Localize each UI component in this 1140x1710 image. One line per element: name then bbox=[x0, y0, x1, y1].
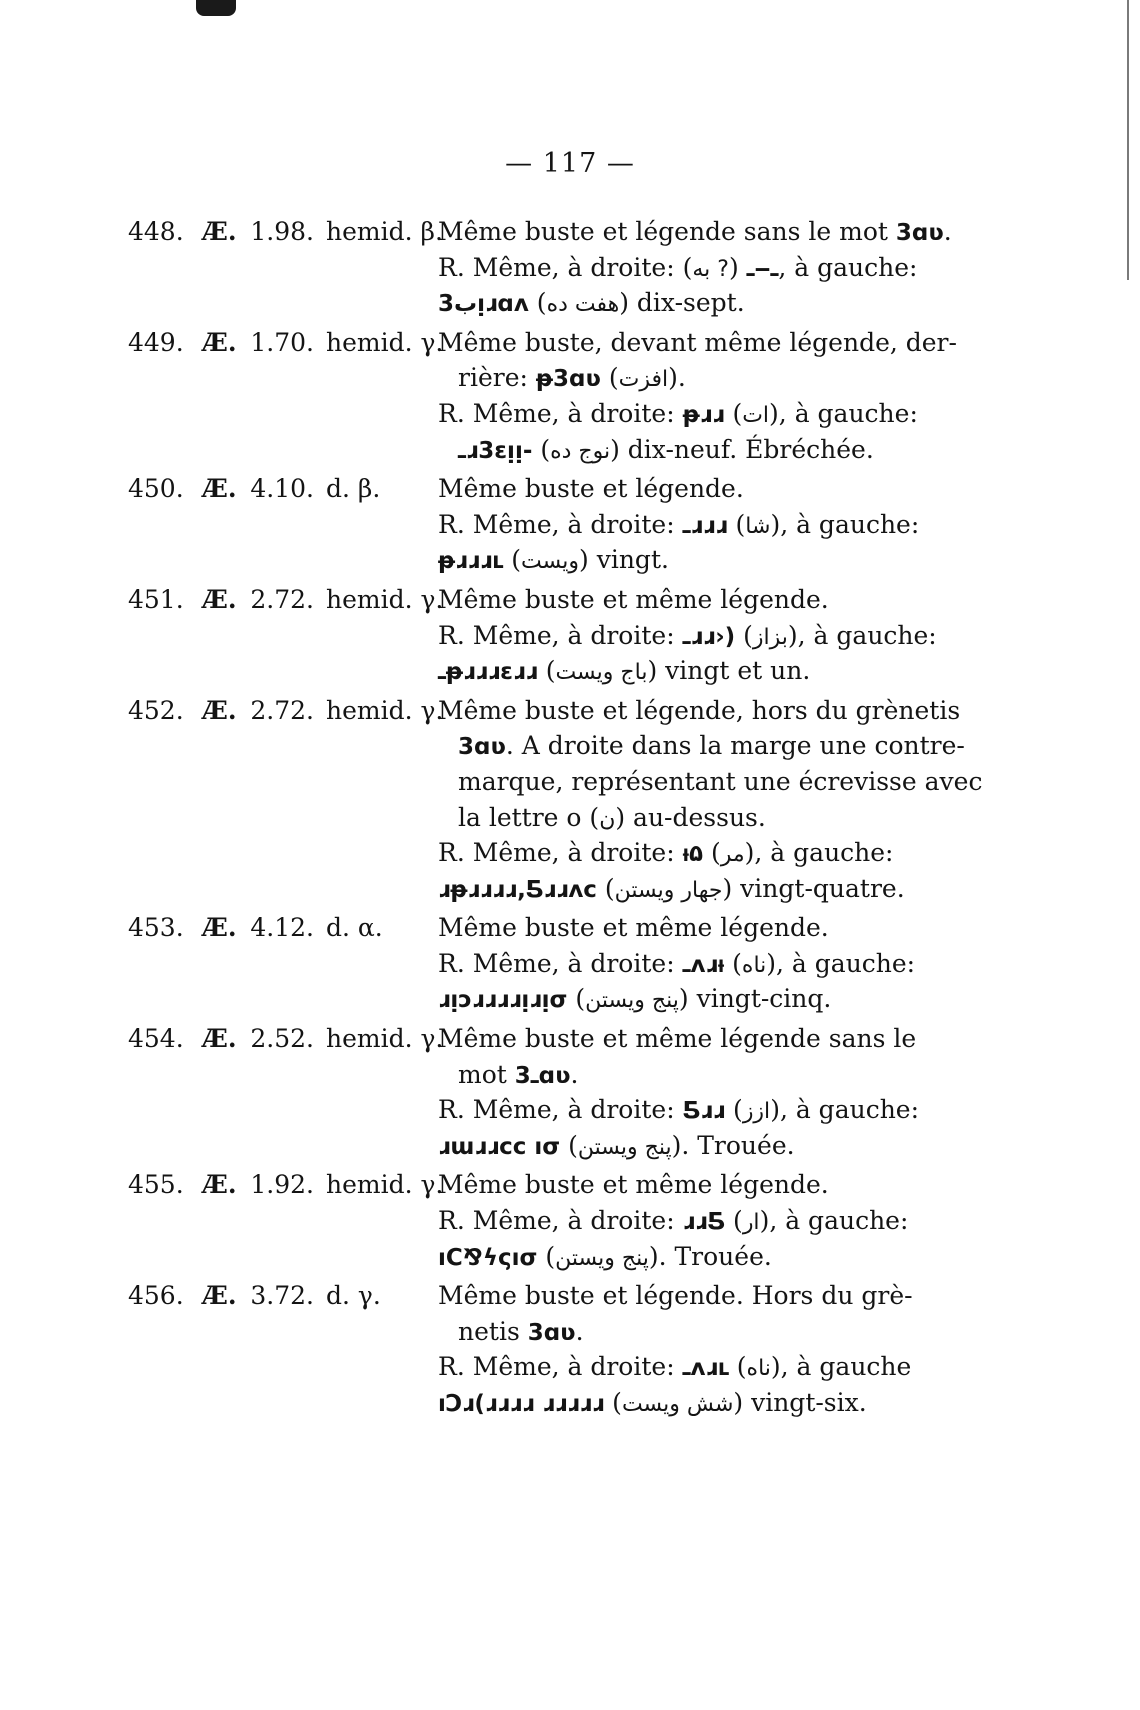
text-run: ), à gauche: bbox=[682, 252, 918, 282]
coin-weight: 2.72. bbox=[250, 695, 314, 725]
entry-continuation bbox=[438, 250, 928, 288]
entry-continuation bbox=[438, 396, 928, 434]
metal-symbol: Æ. bbox=[202, 474, 237, 504]
entry-description bbox=[438, 1021, 928, 1057]
entry-description bbox=[438, 1278, 928, 1314]
pahlavi-legend: ـɹ3ɛᴉᴉ- bbox=[458, 437, 533, 464]
text-run: Même buste et légende. Hors du grè- bbox=[438, 1281, 913, 1311]
entry-continuation bbox=[438, 1092, 928, 1130]
pahlavi-legend: ɹᴉɔɹɹɹɹᴉɹᴉσ bbox=[438, 987, 568, 1014]
entry-number: 448. bbox=[128, 217, 184, 246]
pahlavi-legend: ɹɹƼ bbox=[682, 1209, 726, 1236]
metal-symbol: Æ. bbox=[202, 1170, 237, 1200]
text-run: Même buste et même légende sans le bbox=[438, 1024, 917, 1054]
coin-entry bbox=[128, 582, 937, 689]
text-run: ( bbox=[537, 1241, 556, 1271]
coin-entry bbox=[128, 1021, 928, 1163]
entry-line bbox=[128, 800, 928, 836]
coin-weight: 2.72. bbox=[250, 584, 314, 614]
text-run: ( bbox=[728, 252, 747, 282]
coin-type: d. γ. bbox=[326, 1281, 381, 1311]
persian-transcription: شا bbox=[745, 513, 771, 539]
entry-continuation bbox=[438, 1128, 928, 1166]
entry-continuation bbox=[438, 1349, 928, 1387]
coin-weight: 4.10. bbox=[250, 474, 314, 504]
coin-entry bbox=[128, 471, 928, 578]
entry-continuation bbox=[458, 432, 928, 470]
text-run: ). Trouée. bbox=[648, 1241, 772, 1271]
entry-description bbox=[438, 1167, 928, 1203]
entry-line bbox=[128, 582, 928, 618]
text-run: ( bbox=[600, 363, 619, 393]
metal-symbol: Æ. bbox=[202, 1024, 237, 1054]
coin-weight: 2.52. bbox=[250, 1024, 314, 1054]
text-run: ), à gauche: bbox=[770, 1095, 920, 1125]
text-run: la lettre o ( bbox=[458, 802, 600, 832]
text-run: Même buste et même légende. bbox=[438, 1170, 829, 1200]
text-run: . A droite dans la marge une contre- bbox=[505, 731, 965, 761]
persian-transcription: ن bbox=[599, 806, 616, 832]
text-run: ). Trouée. bbox=[671, 1130, 795, 1160]
pahlavi-legend: ـ3ɑʋ bbox=[514, 1062, 571, 1089]
metal-symbol: Æ. bbox=[202, 584, 237, 614]
text-run: ( bbox=[727, 509, 746, 539]
text-run: ), à gauche: bbox=[770, 509, 920, 539]
pahlavi-legend: ᵼ۵ bbox=[682, 841, 704, 868]
persian-transcription: نوج ده bbox=[550, 438, 611, 464]
page-edge-line bbox=[1127, 0, 1129, 280]
text-run: ), à gauche: bbox=[759, 1206, 909, 1236]
entry-line bbox=[128, 542, 928, 578]
pahlavi-legend: ب3ᴉɹɑᴧ bbox=[438, 291, 529, 318]
entry-line bbox=[128, 1278, 928, 1314]
entry-continuation bbox=[438, 1203, 928, 1241]
coin-weight: 1.70. bbox=[250, 327, 314, 357]
page-number: — 117 — bbox=[505, 148, 635, 179]
persian-transcription: پنج ويستن bbox=[585, 988, 679, 1014]
entry-line bbox=[128, 1128, 928, 1164]
entry-number: 454. bbox=[128, 1024, 184, 1054]
pahlavi-legend: ـ‒ـ bbox=[746, 255, 779, 282]
entry-line bbox=[128, 285, 928, 321]
persian-transcription: ناه bbox=[741, 952, 767, 978]
text-run: rière: bbox=[458, 363, 536, 393]
persian-transcription: مر bbox=[720, 842, 745, 868]
text-run: . bbox=[570, 1059, 579, 1089]
text-run: R. Même, à droite: bbox=[438, 620, 683, 650]
entry-line bbox=[128, 1167, 928, 1203]
persian-transcription: شش ويست bbox=[621, 1392, 734, 1417]
metal-symbol: Æ. bbox=[202, 695, 237, 725]
text-run: ( bbox=[503, 545, 522, 575]
text-run: Même buste, devant même légende, der- bbox=[438, 327, 957, 357]
coin-entry bbox=[128, 325, 957, 467]
entry-line bbox=[128, 1239, 928, 1275]
coin-type: hemid. β. bbox=[326, 217, 443, 246]
pahlavi-legend: 3ɑʋ bbox=[895, 220, 944, 246]
entry-line bbox=[128, 764, 983, 800]
metal-symbol: Æ. bbox=[202, 1281, 237, 1311]
pahlavi-legend: ـᵽɹɹɹɛɹɹ bbox=[438, 659, 538, 686]
text-run: mot bbox=[458, 1059, 515, 1089]
entry-continuation bbox=[438, 981, 928, 1019]
entry-continuation bbox=[458, 728, 965, 766]
entry-continuation bbox=[458, 764, 983, 800]
coin-type: hemid. γ. bbox=[326, 1024, 444, 1054]
entry-line bbox=[128, 1385, 928, 1421]
pahlavi-legend: ـɹɹɹ bbox=[682, 512, 728, 539]
entry-continuation bbox=[438, 946, 928, 984]
coin-type: d. α. bbox=[326, 913, 383, 943]
text-run: ) vingt. bbox=[579, 545, 669, 575]
entry-description bbox=[438, 582, 928, 618]
persian-transcription: ? به bbox=[692, 256, 729, 282]
text-run: ( bbox=[532, 434, 551, 464]
text-run: ), à gauche bbox=[770, 1352, 912, 1382]
entry-number: 451. bbox=[128, 584, 184, 614]
persian-transcription: هفت ده bbox=[546, 292, 620, 318]
text-run: ) vingt-quatre. bbox=[722, 873, 905, 903]
text-run: ( bbox=[728, 1352, 747, 1382]
entry-number: 449. bbox=[128, 327, 184, 357]
pahlavi-legend: 3ɑʋ bbox=[458, 734, 506, 761]
entry-continuation bbox=[458, 800, 928, 838]
text-run: ), à gauche: bbox=[766, 948, 916, 978]
entry-line bbox=[128, 981, 928, 1017]
persian-transcription: ار bbox=[742, 1210, 760, 1236]
text-run: ) au-dessus. bbox=[615, 802, 766, 832]
persian-transcription: باج ويست bbox=[555, 660, 648, 686]
coin-type: hemid. γ. bbox=[326, 1170, 444, 1200]
text-run: R. Même, à droite: bbox=[438, 948, 683, 978]
pahlavi-legend: ɹᵽɹɹɹɹ,Ƽɹɹᴧc bbox=[438, 876, 597, 903]
text-run: ( bbox=[596, 873, 615, 903]
text-run: ) vingt-six. bbox=[733, 1388, 867, 1417]
entry-line bbox=[128, 1092, 928, 1128]
text-run: R. Même, à droite: bbox=[438, 838, 683, 868]
entry-continuation bbox=[458, 360, 928, 398]
entry-continuation bbox=[438, 285, 928, 323]
coin-entry bbox=[128, 1167, 928, 1274]
text-run: . bbox=[943, 217, 952, 246]
text-run: ( bbox=[604, 1388, 622, 1417]
text-run: ). bbox=[668, 363, 686, 393]
text-run: ( bbox=[735, 620, 753, 650]
catalog-entries bbox=[128, 214, 983, 1425]
text-run: Même buste et légende, hors du grènetis bbox=[438, 695, 961, 725]
entry-number: 453. bbox=[128, 913, 184, 943]
pahlavi-legend: Ƽɹɹ bbox=[682, 1098, 726, 1125]
coin-weight: 1.98. bbox=[250, 217, 314, 246]
entry-line bbox=[128, 1314, 928, 1350]
entry-continuation bbox=[438, 618, 937, 656]
text-run: Même buste et même légende. bbox=[438, 584, 829, 614]
entry-line bbox=[128, 1203, 928, 1239]
metal-symbol: Æ. bbox=[202, 913, 237, 943]
entry-number: 452. bbox=[128, 695, 184, 725]
entry-line bbox=[128, 653, 928, 689]
entry-description bbox=[438, 325, 957, 361]
entry-continuation bbox=[458, 1057, 928, 1095]
entry-number: 455. bbox=[128, 1170, 184, 1200]
entry-continuation bbox=[458, 1314, 928, 1352]
persian-transcription: افزت bbox=[618, 367, 669, 393]
pahlavi-legend: ıϹ⅋ϟςıσ bbox=[438, 1244, 538, 1271]
entry-continuation bbox=[438, 1385, 928, 1423]
entry-line bbox=[128, 728, 965, 764]
pahlavi-legend: ᵽɹɹ bbox=[682, 401, 725, 428]
entry-number: 456. bbox=[128, 1281, 184, 1311]
text-run: ( bbox=[528, 288, 547, 318]
pahlavi-legend: ᵽ3ɑʋ bbox=[535, 366, 601, 393]
text-run: R. Même, à droite: bbox=[438, 1352, 683, 1382]
text-run: ( bbox=[724, 948, 742, 978]
ink-smudge bbox=[196, 0, 236, 16]
entry-line bbox=[128, 214, 952, 250]
pahlavi-legend: ᵽɹɹɹւ bbox=[438, 548, 504, 575]
text-run: Même buste et légende. bbox=[438, 474, 744, 504]
entry-line bbox=[128, 360, 928, 396]
persian-transcription: پنج ويستن bbox=[555, 1245, 649, 1271]
entry-line bbox=[128, 1349, 928, 1385]
coin-weight: 3.72. bbox=[250, 1281, 314, 1311]
text-run: Même buste et même légende. bbox=[438, 913, 829, 943]
entry-description bbox=[438, 214, 952, 252]
persian-transcription: ويست bbox=[521, 549, 580, 575]
persian-transcription: جهار ويستن bbox=[614, 877, 723, 903]
coin-entry bbox=[128, 910, 928, 1017]
entry-continuation bbox=[438, 1239, 928, 1277]
text-run: ( bbox=[725, 1206, 743, 1236]
coin-entry bbox=[128, 1278, 928, 1420]
entry-description bbox=[438, 910, 928, 946]
entry-line bbox=[128, 910, 928, 946]
entry-line bbox=[128, 396, 928, 432]
entry-line bbox=[128, 871, 928, 907]
text-run: Même buste et légende sans le mot bbox=[438, 217, 896, 246]
text-run: ) dix-neuf. Ébréchée. bbox=[610, 434, 874, 464]
persian-transcription: بزاز bbox=[752, 624, 788, 650]
entry-line bbox=[128, 250, 928, 286]
text-run: . bbox=[575, 1316, 584, 1346]
persian-transcription: ات bbox=[742, 402, 770, 428]
coin-type: hemid. γ. bbox=[326, 584, 444, 614]
entry-line bbox=[128, 432, 928, 468]
entry-line bbox=[128, 693, 961, 729]
metal-symbol: Æ. bbox=[202, 217, 237, 246]
coin-entry bbox=[128, 214, 952, 321]
coin-weight: 1.92. bbox=[250, 1170, 314, 1200]
pahlavi-legend: 3ɑʋ bbox=[527, 1319, 576, 1346]
entry-description bbox=[438, 693, 961, 729]
pahlavi-legend: ـᴧɹւ bbox=[682, 1355, 729, 1382]
text-run: ), à gauche: bbox=[787, 620, 937, 650]
entry-continuation bbox=[438, 542, 928, 580]
text-run: ) dix-sept. bbox=[619, 288, 745, 318]
text-run: ( bbox=[537, 656, 556, 686]
entry-continuation bbox=[438, 507, 928, 545]
coin-type: hemid. γ. bbox=[326, 695, 444, 725]
text-run: ( bbox=[724, 398, 743, 428]
text-run: R. Même, à droite: bbox=[438, 1206, 683, 1236]
text-run: R. Même, à droite: bbox=[438, 398, 683, 428]
entry-line bbox=[128, 835, 928, 871]
entry-line bbox=[128, 1021, 928, 1057]
entry-line bbox=[128, 946, 928, 982]
entry-line bbox=[128, 1057, 928, 1093]
persian-transcription: ناه bbox=[746, 1356, 771, 1382]
text-run: R. Même, à droite: bbox=[438, 1095, 683, 1125]
text-run: R. Même, à droite: bbox=[438, 509, 683, 539]
entry-continuation bbox=[438, 653, 928, 691]
coin-weight: 4.12. bbox=[250, 913, 314, 943]
entry-description bbox=[438, 471, 928, 507]
pahlavi-legend: ـɹɹ›) bbox=[682, 623, 736, 650]
text-run: ), à gauche: bbox=[744, 838, 894, 868]
entry-continuation bbox=[438, 871, 928, 909]
coin-type: d. β. bbox=[326, 474, 381, 504]
text-run: netis bbox=[458, 1316, 528, 1346]
text-run: ( bbox=[703, 838, 721, 868]
text-run: marque, représentant une écrevisse avec bbox=[458, 766, 983, 796]
entry-line bbox=[128, 471, 928, 507]
text-run: ( bbox=[725, 1095, 743, 1125]
text-run: ), à gauche: bbox=[769, 398, 918, 428]
text-run: R. Même, à droite: bbox=[438, 252, 683, 282]
coin-entry bbox=[128, 693, 983, 907]
pahlavi-legend: ɹɯɹɹcc ıσ bbox=[438, 1133, 561, 1160]
entry-line bbox=[128, 325, 957, 361]
text-run: ( bbox=[567, 984, 586, 1014]
pahlavi-legend: ـᴧɹᵼ bbox=[682, 951, 725, 978]
entry-line bbox=[128, 618, 937, 654]
entry-number: 450. bbox=[128, 474, 184, 504]
text-run: ) vingt et un. bbox=[647, 656, 811, 686]
metal-symbol: Æ. bbox=[202, 327, 237, 357]
entry-continuation bbox=[438, 835, 928, 873]
persian-transcription: ازز bbox=[742, 1099, 771, 1125]
text-run: ( bbox=[560, 1130, 578, 1160]
persian-transcription: پنج ويستن bbox=[577, 1134, 672, 1160]
entry-line bbox=[128, 507, 928, 543]
text-run: ) vingt-cinq. bbox=[678, 984, 832, 1014]
coin-type: hemid. γ. bbox=[326, 327, 444, 357]
pahlavi-legend: ıϽɹ(ɹɹɹɹ ɹɹɹɹɹ bbox=[438, 1391, 605, 1417]
